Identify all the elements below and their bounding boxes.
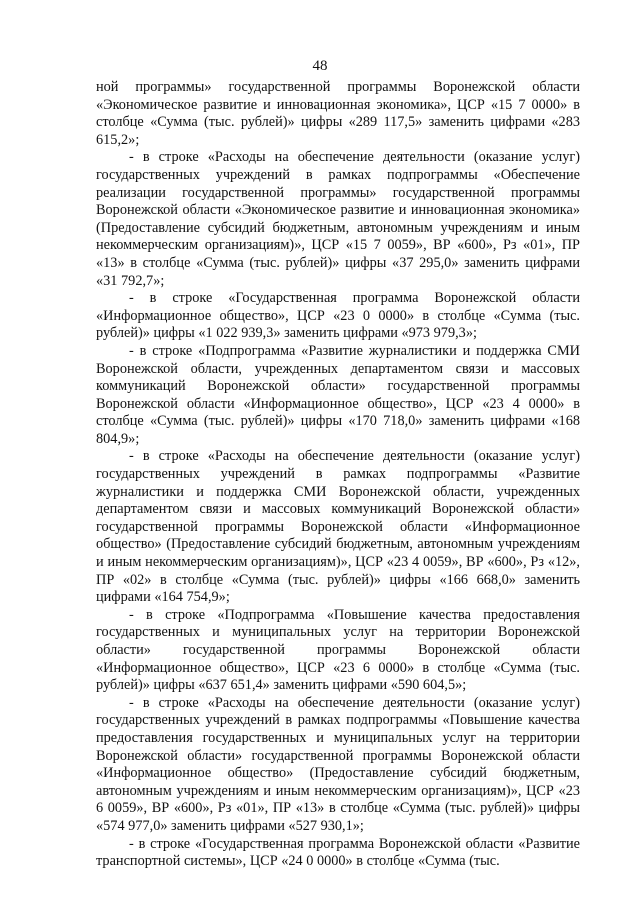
paragraph-amendment: - в строке «Государственная программа Воронежской области «Развитие транспортной системы», ЦСР «24 0 0000» в столбце «Сумма (тыс. [96, 835, 580, 870]
paragraph-amendment: - в строке «Расходы на обеспечение деятельности (оказание услуг) государственных учреждений в рамках подпрограммы «Обеспечение реализации государственной программы» государственной программы Воронежской области «Экономическое развитие и инновационная экономика» (Предоставление субсидий бюджетным, автономным учреждениям и иным некоммерческим организациям)», ЦСР «15 7 0059», ВР «600», Рз «01», ПР «13» в столбце «Сумма (тыс. рублей)» цифры «37 295,0» заменить цифрами «31 792,7»; [96, 149, 580, 289]
page-number: 48 [312, 58, 328, 74]
paragraph-amendment: - в строке «Государственная программа Воронежской области «Информационное общество», ЦСР «23 0 0000» в столбце «Сумма (тыс. рублей)» цифры «1 022 939,3» заменить цифрами «973 979,3»; [96, 290, 580, 342]
paragraph-continuation: ной программы» государственной программы Воронежской области «Экономическое развитие и инновационная экономика», ЦСР «15 7 0000» в столбце «Сумма (тыс. рублей)» цифры «289 117,5» заменить цифрами «283 615,2»; [96, 79, 580, 148]
paragraph-amendment: - в строке «Подпрограмма «Развитие журналистики и поддержка СМИ Воронежской области, учрежденных департаментом связи и массовых коммуникаций Воронежской области» государственной программы Воронежской области «Информационное общество», ЦСР «23 4 0000» в столбце «Сумма (тыс. рублей)» цифры «170 718,0» заменить цифрами «168 804,9»; [96, 342, 580, 447]
document-body [96, 79, 580, 871]
paragraph-amendment: - в строке «Расходы на обеспечение деятельности (оказание услуг) государственных учреждений в рамках подпрограммы «Повышение качества предоставления государственных и муниципальных услуг на территории Воронежской области» государственной программы Воронежской области «Информационное общество» (Предоставление субсидий бюджетным, автономным учреждениям и иным некоммерческим организациям)», ЦСР «23 6 0059», ВР «600», Рз «01», ПР «13» в столбце «Сумма (тыс. рублей)» цифры «574 977,0» заменить цифрами «527 930,1»; [96, 694, 580, 834]
paragraph-amendment: - в строке «Подпрограмма «Повышение качества предоставления государственных и муниципальных услуг на территории Воронежской области» государственной программы Воронежской области «Информационное общество», ЦСР «23 6 0000» в столбце «Сумма (тыс. рублей)» цифры «637 651,4» заменить цифрами «590 604,5»; [96, 606, 580, 694]
paragraph-amendment: - в строке «Расходы на обеспечение деятельности (оказание услуг) государственных учреждений в рамках подпрограммы «Развитие журналистики и поддержка СМИ Воронежской области, учрежденных департаментом связи и массовых коммуникаций Воронежской области» государственной программы Воронежской области «Информационное общество» (Предоставление субсидий бюджетным, автономным учреждениям и иным некоммерческим организациям)», ЦСР «23 4 0059», ВР «600», Рз «12», ПР «02» в столбце «Сумма (тыс. рублей)» цифры «166 668,0» заменить цифрами «164 754,9»; [96, 448, 580, 606]
